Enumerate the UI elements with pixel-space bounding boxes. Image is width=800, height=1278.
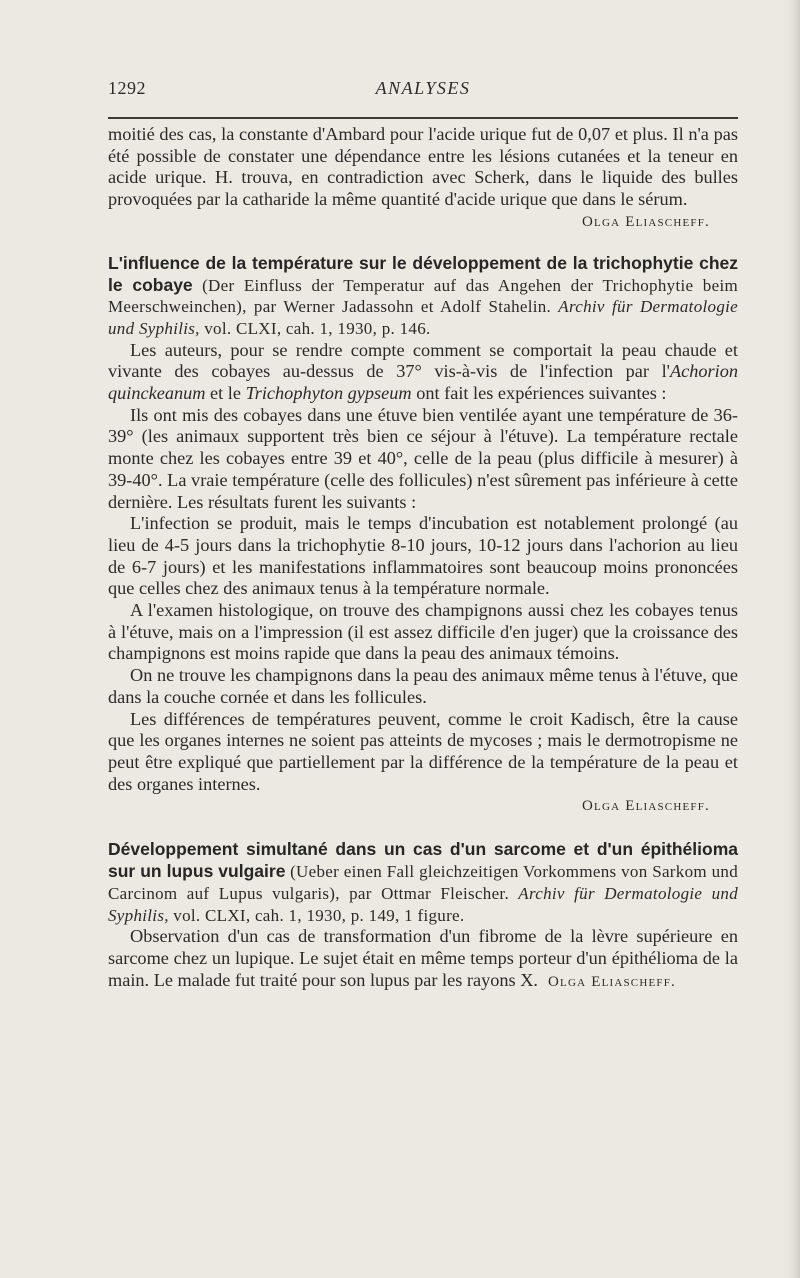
- spacer: [108, 233, 738, 253]
- article2-p1-end: ont fait les expériences suivantes :: [411, 383, 667, 404]
- page-body: [108, 124, 738, 991]
- page-number: 1292: [108, 78, 146, 98]
- page-edge-shadow: [786, 0, 800, 1278]
- article3-body: [108, 926, 738, 991]
- article2-journal: Archiv für Dermatologie und Syphilis,: [108, 297, 738, 338]
- article2-heading: [108, 253, 738, 340]
- article1-tail-paragraph: moitié des cas, la constante d'Ambard pour l'acide urique fut de 0,07 et plus. Il n'a pas été possible de constater une dépendance entre les lésions cutanées et la teneur en acide urique. H. trouva, en contradiction avec Scherk, dans le liquide des bulles provoquées par la catharide la même quantité d'acide urique que dans le sérum.: [108, 124, 738, 210]
- article3-heading: [108, 839, 738, 926]
- article3-reference: (Ueber einen Fall gleichzeitigen Vorkommens von Sarkom und Carcinom auf Lupus vulgaris), par Ottmar Fleischer.: [108, 862, 738, 903]
- article1-signature: Olga Eliascheff.: [582, 213, 710, 230]
- article2-paragraph-2: Ils ont mis des cobayes dans une étuve bien ventilée ayant une température de 36-39° (les animaux supportent très bien ce séjour à l'étuve). La température rectale monte chez les cobayes entre 39 et 40°, celle de la peau (plus difficile à mesurer) à 39-40°. La vraie température (celle des follicules) n'est sûrement pas inférieure à cette dernière. Les résultats furent les suivants :: [108, 404, 738, 512]
- article2-species-trichophyton: Trichophyton gypseum: [245, 383, 412, 404]
- running-head: ANALYSES: [375, 78, 471, 98]
- article2-citation: vol. CLXI, cah. 1, 1930, p. 146.: [204, 318, 431, 338]
- article3-title: Développement simultané dans un cas d'un sarcome et d'un épithélioma sur un lupus vulgaire: [108, 839, 738, 882]
- page-header: [108, 76, 738, 104]
- article3-journal: Archiv für Dermatologie und Syphilis,: [108, 883, 738, 925]
- header-rule: [108, 117, 738, 119]
- article2-reference: (Der Einfluss der Temperatur auf das Angehen der Trichophytie beim Meerschweinchen), par Werner Jadassohn et Adolf Stahelin.: [108, 275, 738, 317]
- article2-paragraph-6: Les différences de températures peuvent, comme le croit Kadisch, être la cause que les organes internes ne soient pas atteints de mycoses ; mais le dermotropisme ne peut être expliqué que partiellement par la différence de la température de la peau et des organes internes.: [108, 708, 738, 794]
- article3-paragraph: Observation d'un cas de transformation d'un fibrome de la lèvre supérieure en sarcome chez un lupique. Le sujet était en même temps porteur d'un épithélioma de la main. Le malade fut traité pour son lupus par les rayons X.: [108, 926, 738, 990]
- article3-signature: Olga Eliascheff.: [548, 974, 676, 991]
- article2-paragraph-4: A l'examen histologique, on trouve des champignons aussi chez les cobayes tenus à l'étuve, mais on a l'impression (il est assez difficile d'en juger) que la croissance des champignons est moins rapide que dans la peau des animaux témoins.: [108, 600, 738, 664]
- article2-paragraph-3: L'infection se produit, mais le temps d'incubation est notablement prolongé (au lieu de 4-5 jours dans la trichophytie 8-10 jours, 10-12 jours dans l'achorion au lieu de 6-7 jours) et les manifestations inflammatoires sont beaucoup moins prononcées que celles chez des animaux tenus à la température normale.: [108, 513, 738, 599]
- article2-species-achorion: Achorion quinckeanum: [108, 361, 738, 404]
- article2-paragraph-5: On ne trouve les champignons dans la peau des animaux même tenus à l'étuve, que dans la couche cornée et dans les follicules.: [108, 665, 738, 707]
- spacer: [108, 817, 738, 839]
- article2-p1-start: Les auteurs, pour se rendre compte comment se comportait la peau chaude et vivante des cobayes au-dessus de 37° vis-à-vis de l'infection par l': [108, 339, 738, 382]
- article2-p1-mid: et le: [205, 383, 246, 404]
- article2-signature: Olga Eliascheff.: [582, 798, 710, 815]
- article2-paragraph-1: [108, 340, 738, 405]
- article2-title: L'influence de la température sur le développement de la trichophytie chez le cobaye: [108, 252, 738, 295]
- article3-citation: vol. CLXI, cah. 1, 1930, p. 149, 1 figure.: [173, 905, 465, 925]
